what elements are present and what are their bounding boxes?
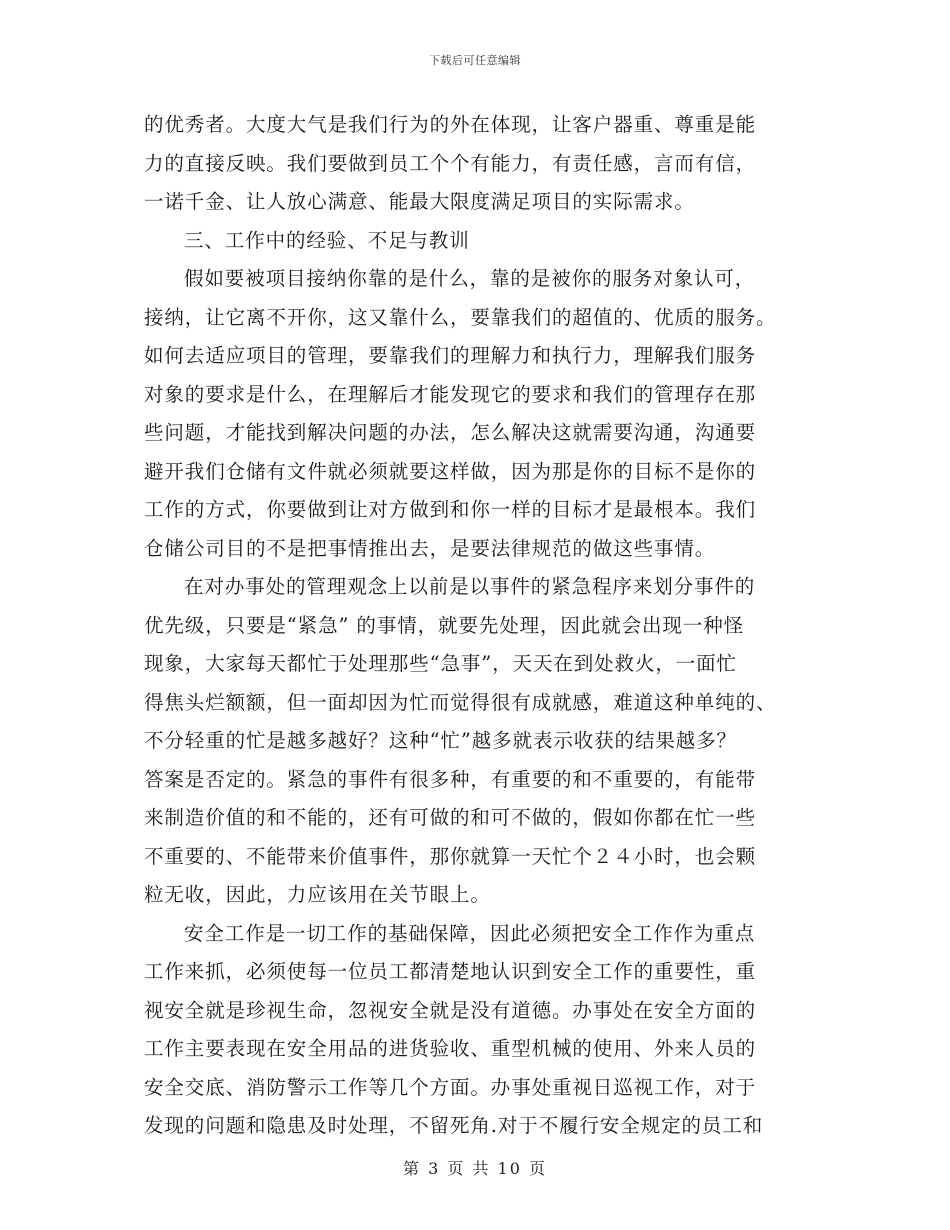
text-line: 优先级，只要是“紧急” 的事情，就要先处理，因此就会出现一种怪 <box>144 613 745 637</box>
text-line: 一诺千金、让人放心满意、能最大限度满足项目的实际需求。 <box>144 190 695 213</box>
text-line: 的优秀者。大度大气是我们行为的外在体现，让客户器重、尊重是能 <box>144 113 757 136</box>
text-line: 力的直接反映。我们要做到员工个个有能力，有责任感，言而有信， <box>144 151 757 175</box>
text-line: 工作来抓，必须使每一位员工都清楚地认识到安全工作的重要性，重 <box>144 960 757 983</box>
text-line: 工作主要表现在安全用品的进货验收、重型机械的使用、外来人员的 <box>144 1037 757 1060</box>
text-line: 如何去适应项目的管理，要靠我们的理解力和执行力，理解我们服务 <box>144 344 757 367</box>
text-line: 发现的问题和隐患及时处理，不留死角.对于不履行安全规定的员工和 <box>144 1114 764 1137</box>
text-line: 粒无收，因此，力应该用在关节眼上。 <box>144 883 491 906</box>
text-line: 得焦头烂额额，但一面却因为忙而觉得很有成就感，难道这种单纯的、 <box>144 690 777 714</box>
text-line: 安全工作是一切工作的基础保障，因此必须把安全工作作为重点 <box>184 921 756 945</box>
text-line: 答案是否定的。紧急的事件有很多种，有重要的和不重要的，有能带 <box>144 767 757 791</box>
text-line: 三、工作中的经验、不足与教训 <box>184 228 470 252</box>
page-header-note: 下载后可任意编辑 <box>429 54 521 67</box>
text-line: 安全交底、消防警示工作等几个方面。办事处重视日巡视工作，对于 <box>144 1075 757 1099</box>
text-line: 来制造价值的和不能的，还有可做的和可不做的，假如你都在忙一些 <box>144 806 757 829</box>
text-line: 工作的方式，你要做到让对方做到和你一样的目标才是最根本。我们 <box>144 498 757 521</box>
page-number-footer: 第 3 页 共 10 页 <box>403 1159 547 1178</box>
text-line: 接纳，让它离不开你，这又靠什么，要靠我们的超值的、优质的服务。 <box>144 305 777 329</box>
text-line: 不分轻重的忙是越多越好？这种“忙”越多就表示收获的结果越多？ <box>144 729 737 752</box>
text-line: 视安全就是珍视生命，忽视安全就是没有道德。办事处在安全方面的 <box>144 998 757 1022</box>
document-body <box>144 106 808 1146</box>
text-line: 避开我们仓储有文件就必须就要这样做，因为那是你的目标不是你的 <box>144 459 757 483</box>
text-line: 假如要被项目接纳你靠的是什么，靠的是被你的服务对象认可， <box>184 267 756 290</box>
text-line: 不重要的、不能带来价值事件，那你就算一天忙个２４小时，也会颗 <box>144 844 757 868</box>
text-line: 在对办事处的管理观念上以前是以事件的紧急程序来划分事件的 <box>184 575 756 598</box>
text-line: 对象的要求是什么，在理解后才能发现它的要求和我们的管理存在那 <box>144 382 757 406</box>
text-line: 仓储公司目的不是把事情推出去，是要法律规范的做这些事情。 <box>144 536 716 560</box>
text-line: 些问题，才能找到解决问题的办法，怎么解决这就需要沟通，沟通要 <box>144 421 757 444</box>
text-line: 现象，大家每天都忙于处理那些“急事”，天天在到处救火，一面忙 <box>144 652 737 675</box>
